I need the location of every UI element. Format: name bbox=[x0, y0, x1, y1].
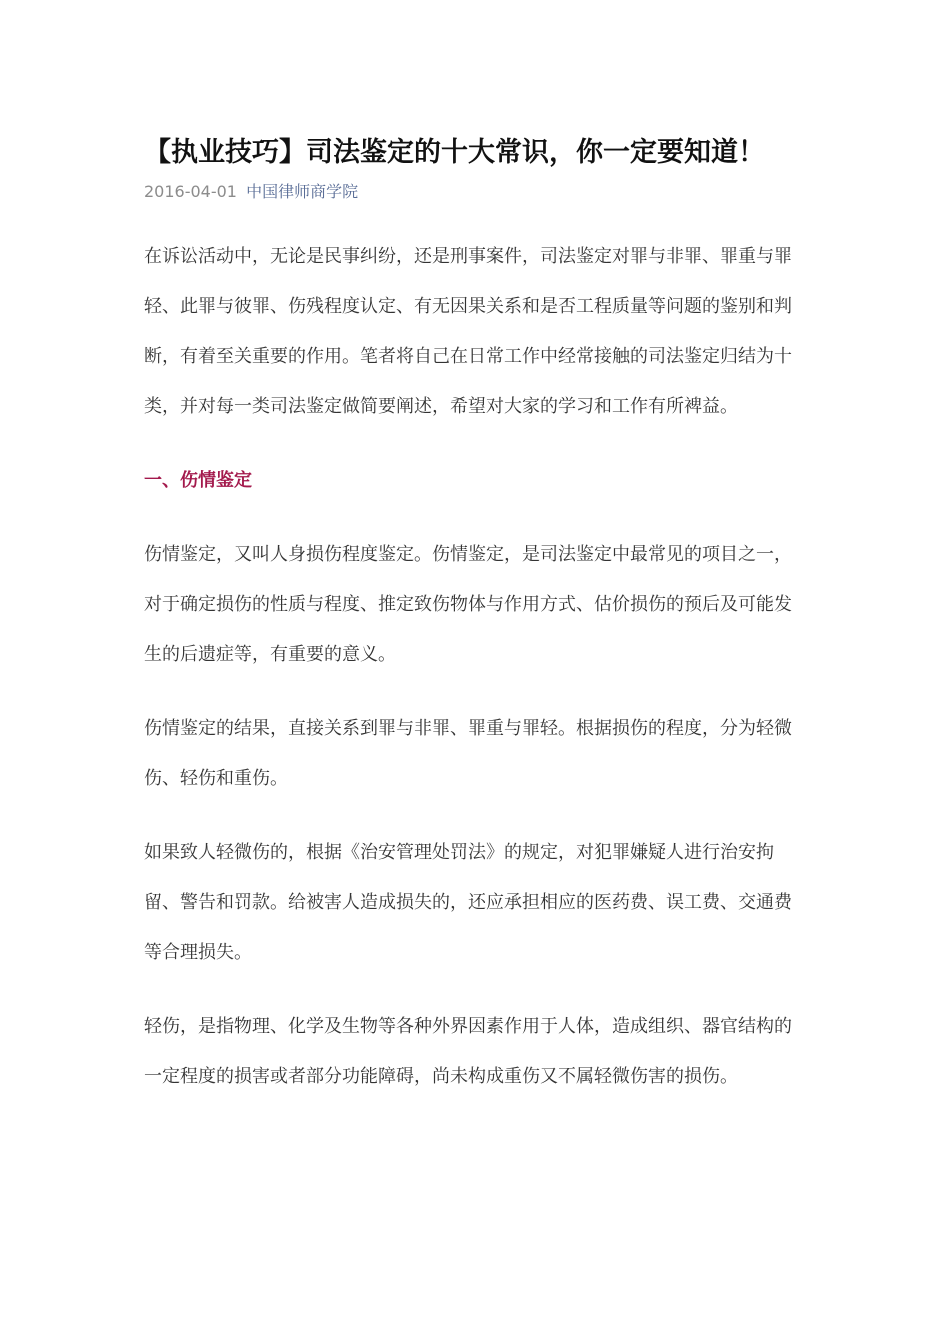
article bbox=[144, 0, 804, 1102]
section-paragraph: 如果致人轻微伤的，根据《治安管理处罚法》的规定，对犯罪嫌疑人进行治安拘留、警告和罚款。给被害人造成损失的，还应承担相应的医药费、误工费、交通费等合理损失。 bbox=[144, 842, 792, 963]
author-link[interactable]: 中国律师商学院 bbox=[246, 182, 359, 201]
section-paragraph: 伤情鉴定，又叫人身损伤程度鉴定。伤情鉴定，是司法鉴定中最常见的项目之一，对于确定损伤的性质与程度、推定致伤物体与作用方式、估价损伤的预后及可能发生的后遗症等，有重要的意义。 bbox=[144, 544, 792, 665]
article-meta bbox=[144, 179, 804, 205]
article-title: 【执业技巧】司法鉴定的十大常识，你一定要知道！ bbox=[144, 137, 765, 168]
section-heading: 一、伤情鉴定 bbox=[144, 470, 252, 491]
section-paragraph: 轻伤，是指物理、化学及生物等各种外界因素作用于人体，造成组织、器官结构的一定程度的损害或者部分功能障碍，尚未构成重伤又不属轻微伤害的损伤。 bbox=[144, 1016, 792, 1087]
intro-paragraph: 在诉讼活动中，无论是民事纠纷，还是刑事案件，司法鉴定对罪与非罪、罪重与罪轻、此罪与彼罪、伤残程度认定、有无因果关系和是否工程质量等问题的鉴别和判断，有着至关重要的作用。笔者将自己在日常工作中经常接触的司法鉴定归结为十类，并对每一类司法鉴定做简要阐述，希望对大家的学习和工作有所裨益。 bbox=[144, 246, 792, 417]
section-paragraph: 伤情鉴定的结果，直接关系到罪与非罪、罪重与罪轻。根据损伤的程度，分为轻微伤、轻伤和重伤。 bbox=[144, 718, 792, 789]
publish-date: 2016-04-01 bbox=[144, 182, 237, 201]
